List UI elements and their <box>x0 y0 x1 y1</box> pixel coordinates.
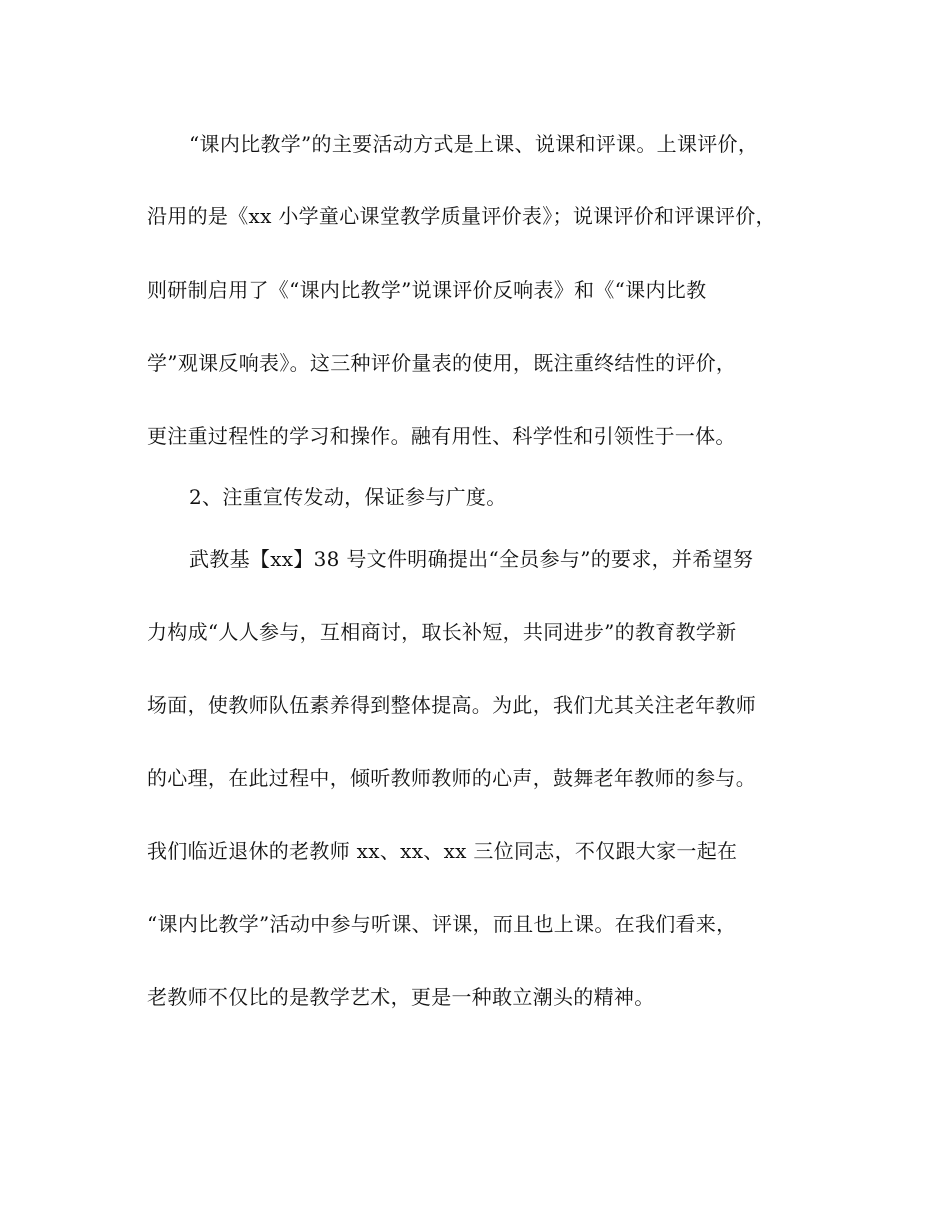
paragraph-2-line-5: 我们临近退休的老教师 xx、xx、xx 三位同志，不仅跟大家一起在 <box>147 839 738 863</box>
paragraph-1-line-1: “课内比教学”的主要活动方式是上课、说课和评课。上课评价， <box>189 132 759 156</box>
paragraph-2-line-6: “课内比教学”活动中参与听课、评课，而且也上课。在我们看来， <box>147 912 737 936</box>
paragraph-2-line-4: 的心理，在此过程中，倾听教师教师的心声，鼓舞老年教师的参与。 <box>147 766 756 790</box>
paragraph-1-line-4: 学”观课反响表》。这三种评价量表的使用，既注重终结性的评价， <box>147 351 737 375</box>
paragraph-2-line-3: 场面，使教师队伍素养得到整体提高。为此，我们尤其关注老年教师 <box>147 693 756 717</box>
paragraph-2-line-1: 武教基【xx】38 号文件明确提出“全员参与”的要求，并希望努 <box>189 547 754 571</box>
paragraph-2-line-2: 力构成“人人参与，互相商讨，取长补短，共同进步”的教育教学新 <box>147 620 737 644</box>
paragraph-1-line-5: 更注重过程性的学习和操作。融有用性、科学性和引领性于一体。 <box>147 424 736 448</box>
paragraph-1-line-2: 沿用的是《xx 小学童心课堂教学质量评价表》；说课评价和评课评价， <box>147 204 776 228</box>
paragraph-1-line-3: 则研制启用了《“课内比教学”说课评价反响表》和《“课内比教 <box>147 278 707 302</box>
section-heading: 2、注重宣传发动，保证参与广度。 <box>189 485 507 509</box>
paragraph-2-line-7: 老教师不仅比的是教学艺术，更是一种敢立潮头的精神。 <box>147 985 655 1009</box>
